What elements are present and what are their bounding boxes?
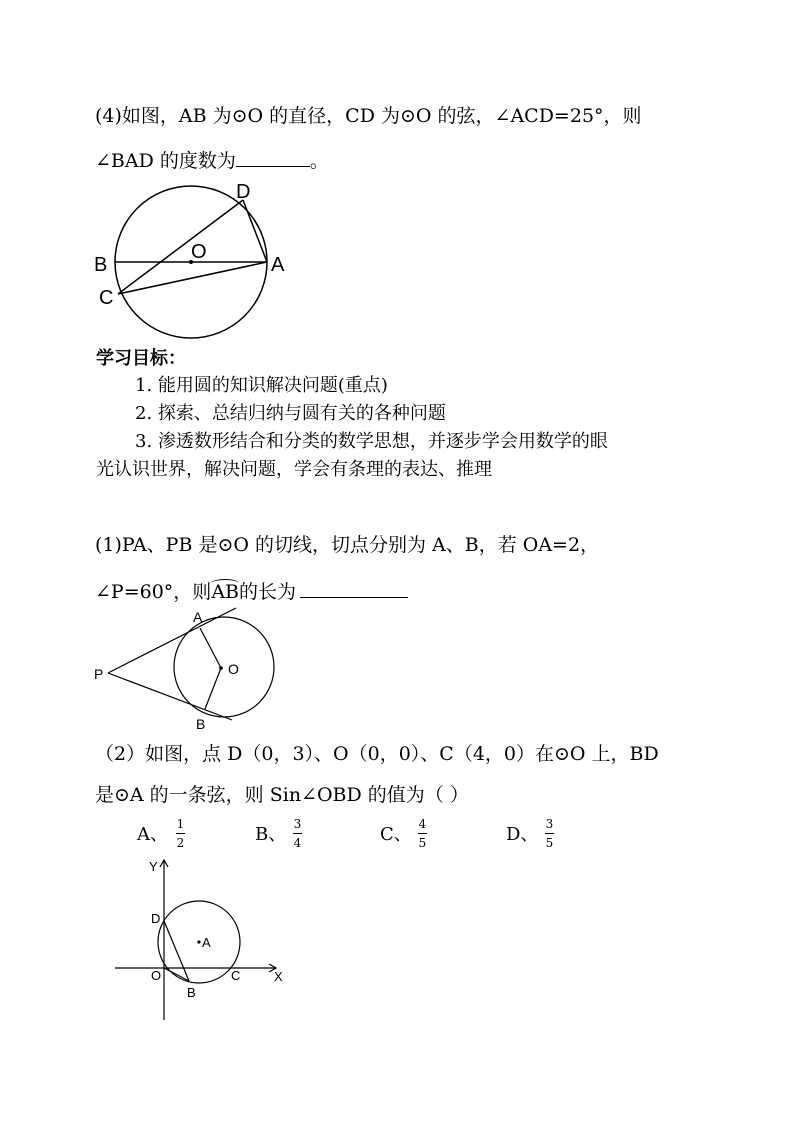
q2-label-o: O (151, 968, 162, 983)
q4-line2-end: 。 (309, 150, 329, 172)
q2-option-b-num: 3 (293, 817, 302, 831)
q2-option-d-num: 3 (545, 817, 554, 831)
q4-line2 (95, 150, 329, 171)
q2-option-c-num: 4 (418, 817, 427, 831)
q2-label-a: A (202, 935, 211, 950)
goal-item-2: 2. 探索、总结归纳与圆有关的各种问题 (135, 403, 446, 424)
q4-line2-text: ∠BAD 的度数为 (95, 150, 236, 172)
q1-figure (90, 605, 290, 735)
q2-line2: 是⊙A 的一条弦，则 Sin∠OBD 的值为（ ） (95, 784, 469, 806)
q2-chord-db (164, 921, 189, 981)
q2-option-a: A、 (137, 824, 168, 845)
q1-line2 (95, 581, 408, 602)
q2-option-a-num: 1 (176, 817, 185, 831)
q4-label-c: C (99, 287, 114, 309)
q1-label-o: O (228, 661, 239, 677)
q2-option-d-frac (545, 818, 554, 849)
q2-label-c: C (231, 968, 241, 983)
q2-option-c: C、 (380, 824, 412, 845)
q2-option-b: B、 (255, 824, 287, 845)
q2-option-a-frac (176, 818, 185, 849)
q2-option-c-frac (418, 818, 427, 849)
q2-figure (110, 855, 310, 1025)
q2-option-d: D、 (506, 824, 539, 845)
q1-answer-blank (300, 581, 408, 598)
q1-radius-oa (200, 628, 221, 668)
q4-chord-da (243, 200, 267, 262)
q4-label-a: A (271, 254, 285, 276)
q4-label-b: B (94, 254, 108, 276)
q1-tangent-pb (108, 673, 232, 720)
q4-figure (90, 182, 290, 342)
q2-label-b: B (187, 985, 196, 1000)
q2-label-d: D (151, 911, 161, 926)
q2-line1: （2）如图，点 D（0，3）、O（0，0）、C（4，0）在⊙O 上，BD (95, 743, 659, 765)
q2-segment-ob (164, 968, 189, 981)
goals-heading: 学习目标： (96, 348, 186, 369)
q4-answer-blank (236, 150, 310, 167)
q2-option-b-frac (293, 818, 302, 849)
q1-line2-pre: ∠P=60°，则 (95, 581, 212, 603)
q1-label-b: B (196, 716, 206, 732)
q2-label-x: X (274, 969, 283, 984)
goal-item-3-cont: 光认识世界，解决问题，学会有条理的表达、推理 (96, 459, 492, 480)
q2-label-y: Y (149, 859, 158, 874)
q2-option-d-den: 5 (545, 836, 554, 850)
q1-radius-ob (205, 668, 221, 709)
goal-item-1: 1. 能用圆的知识解决问题(重点) (135, 375, 388, 396)
q4-line1: (4)如图，AB 为⊙O 的直径，CD 为⊙O 的弦，∠ACD=25°，则 (95, 105, 642, 127)
q1-label-a: A (193, 609, 203, 625)
q2-option-c-den: 5 (418, 836, 427, 850)
q1-center-dot (219, 666, 223, 670)
q2-option-b-den: 4 (293, 836, 302, 850)
q1-line2-post: 的长为 (239, 581, 297, 603)
q4-label-o: O (191, 241, 207, 263)
q1-arc-ab: AB (211, 581, 239, 603)
q1-tangent-pa (108, 608, 236, 673)
q1-label-p: P (94, 666, 104, 682)
q2-center-dot (197, 940, 200, 943)
q4-label-d: D (236, 182, 251, 203)
q1-line1: (1)PA、PB 是⊙O 的切线，切点分别为 A、B，若 OA=2， (95, 534, 600, 556)
goal-item-3: 3. 渗透数形结合和分类的数学思想，并逐步学会用数学的眼 (135, 431, 608, 452)
q2-option-a-den: 2 (176, 836, 185, 850)
